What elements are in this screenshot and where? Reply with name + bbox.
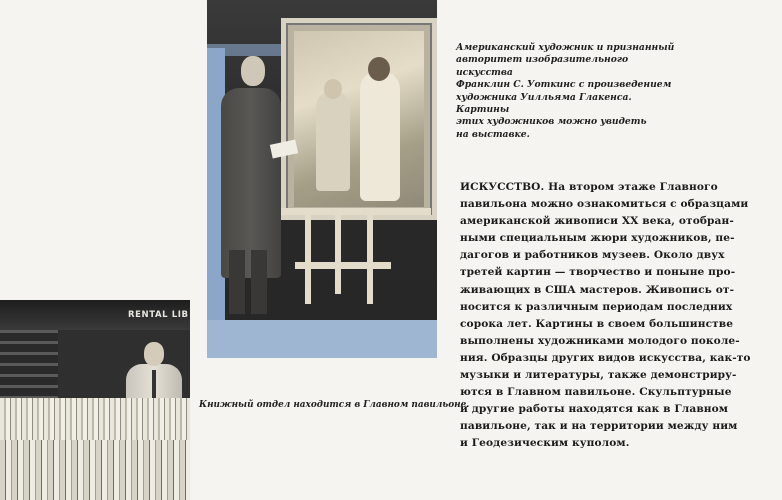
artist-with-painting-photo <box>207 0 437 358</box>
rental-library-sign: RENTAL LIB <box>128 310 189 320</box>
painting-frame <box>281 18 437 220</box>
book-department-photo <box>0 300 190 500</box>
bottom-photo-caption: Книжный отдел находится в Главном павильоне. <box>199 400 470 410</box>
article-body: ИСКУССТВО. На втором этаже Главного павильона можно ознакомиться с образцами американской живописи XX века, отобран- ными специальным жюри художников, пе- дагогов и работников музеев. Около двух третей картин — творчество и поныне про- живающих в США мастеров. Живопись от- носится к различным периодам последних сорока лет. Картины в своем большинстве выполнены художниками молодого поколе- ния. Образцы других видов искусства, как-то музыки и литературы, также демонстриру- ются в Главном павильоне. Скульптурные и другие работы находятся как в Главном павильоне, так и на территории между ним и Геодезическим куполом. <box>460 181 751 450</box>
top-photo-caption: Американский художник и признанный авторитет изобразительного искусства Франклин С. Уоткинс с произведением художника Уилльяма Глакенса. Картины этих художников можно увидеть на выставке. <box>456 42 675 140</box>
